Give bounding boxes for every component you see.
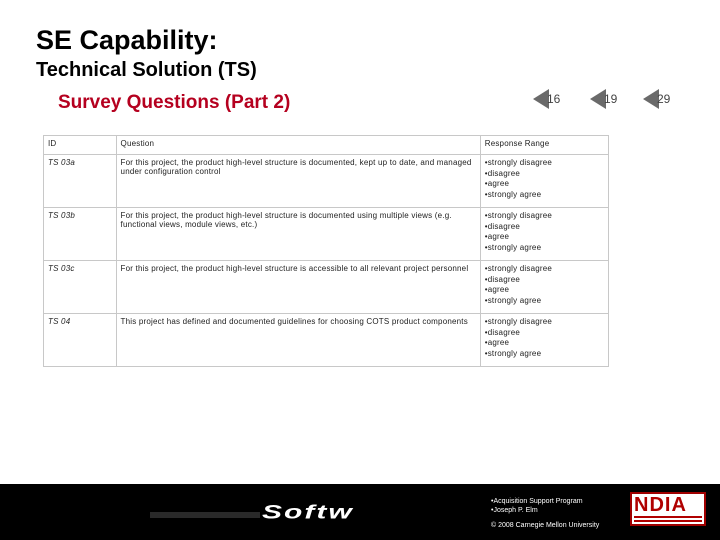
response-option: •strongly agree [484, 348, 542, 358]
response-option: •strongly agree [484, 242, 542, 252]
response-option: •strongly disagree [484, 317, 553, 326]
table-row [44, 314, 609, 367]
footer-info [491, 497, 599, 530]
question-text: For this project, the product high-level structure is accessible to all relevant project personnel [116, 261, 480, 314]
column-header-response-range: Response Range [480, 136, 608, 155]
question-text: This project has defined and documented guidelines for choosing COTS product components [116, 314, 480, 367]
page-marker-label: 16 [547, 92, 561, 106]
response-range [480, 261, 608, 314]
footer-copyright: © 2008 Carnegie Mellon University [491, 522, 600, 529]
response-option: •agree [484, 285, 510, 294]
question-id: TS 03c [44, 261, 117, 314]
page-marker[interactable] [590, 86, 617, 112]
response-option: •disagree [484, 274, 521, 284]
response-option: •agree [484, 179, 510, 188]
question-id: TS 03b [44, 208, 117, 261]
survey-questions-table [43, 135, 609, 367]
question-id: TS 03a [44, 155, 117, 208]
page-marker[interactable] [643, 86, 670, 112]
column-header-question: Question [116, 136, 480, 155]
response-range [480, 314, 608, 367]
page-marker-label: 29 [657, 92, 671, 106]
column-header-id: ID [44, 136, 117, 155]
response-option: •disagree [484, 168, 521, 178]
response-option: •agree [484, 232, 510, 241]
response-option: •disagree [484, 327, 521, 337]
slide-title: SE Capability: [36, 25, 218, 55]
response-option: •disagree [484, 221, 521, 231]
response-range [480, 155, 608, 208]
page-markers [0, 86, 720, 116]
response-option: •strongly disagree [484, 264, 553, 273]
logo-letters: NDIA [634, 494, 687, 516]
brand-stripe [150, 512, 260, 518]
footer-bar [0, 484, 720, 540]
logo-stripe [634, 516, 702, 518]
response-option: •strongly disagree [484, 158, 553, 167]
table-row [44, 208, 609, 261]
table-header-row [44, 136, 609, 155]
logo-stripe [634, 520, 702, 522]
section-title: Survey Questions (Part 2) [58, 92, 291, 113]
response-option: •agree [484, 338, 510, 347]
response-option: •strongly disagree [484, 211, 553, 220]
response-option: •strongly agree [484, 295, 542, 305]
footer-author: •Joseph P. Elm [491, 507, 538, 514]
response-option: •strongly agree [484, 189, 542, 199]
question-text: For this project, the product high-level structure is documented, kept up to date, and managed under configuration control [116, 155, 480, 208]
slide-subtitle: Technical Solution (TS) [36, 59, 257, 81]
question-id: TS 04 [44, 314, 117, 367]
question-text: For this project, the product high-level structure is documented using multiple views (e.g. functional views, module views, etc.) [116, 208, 480, 261]
brand-wordmark: Softw [262, 501, 354, 524]
page-marker-label: 19 [604, 92, 618, 106]
table-row [44, 155, 609, 208]
ndia-logo [630, 492, 706, 526]
footer-program: •Acquisition Support Program [491, 498, 583, 505]
response-range [480, 208, 608, 261]
page-marker[interactable] [533, 86, 560, 112]
table-row [44, 261, 609, 314]
